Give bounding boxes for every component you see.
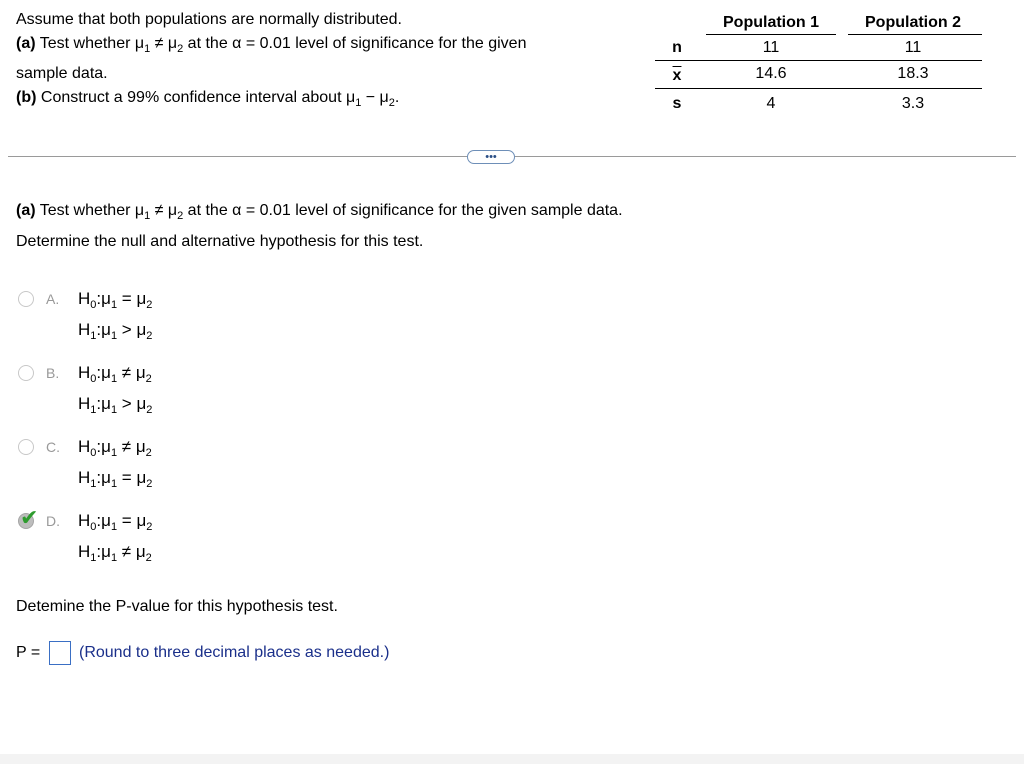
part-a-text: Test whether μ [39,202,145,219]
intro-line-1: Assume that both populations are normally distributed. [16,11,402,28]
option-letter: C. [46,439,60,455]
table-cell: 4 [766,95,776,112]
table-cell: 3.3 [901,95,925,112]
relation: ≠ [117,437,136,456]
relation: = [117,289,137,308]
part-a-neq: ≠ μ [150,202,178,219]
intro-a-tail: at the α = 0.01 level of significance for the given [183,35,527,52]
pvalue-input[interactable] [49,641,71,665]
radio-b[interactable] [18,365,34,381]
option-b-h1: $H_1:\mu_1 > \mu_2$ [78,394,153,416]
table-cell: 11 [904,39,922,56]
table-rule [706,34,836,35]
hypothesis-instruction: Determine the null and alternative hypothesis for this test. [16,233,424,250]
table-row-label-s: s [672,95,682,112]
table-cell: 18.3 [897,65,929,82]
relation: > [117,320,137,339]
relation: = [117,511,137,530]
sub: 2 [388,97,395,109]
sub: 2 [177,43,184,55]
radio-a[interactable] [18,291,34,307]
option-d-h0: $H_0:\mu_1 = \mu_2$ [78,511,153,533]
part-a-tail: at the α = 0.01 level of significance for the given sample data. [183,202,623,219]
radio-c[interactable] [18,439,34,455]
intro-a-neq: ≠ μ [150,35,178,52]
intro-b-text: Construct a 99% confidence interval about μ [40,89,356,106]
option-a-h1: $H_1:\mu_1 > \mu_2$ [78,320,153,342]
intro-b-minus: − μ [361,89,389,106]
sub: 1 [144,43,151,55]
table-row-label-n: n [672,39,682,56]
rounding-hint: (Round to three decimal places as needed.) [79,644,390,661]
table-header-pop2: Population 2 [865,14,961,31]
intro-b-end: . [394,89,400,106]
option-a-h0: $H_0:\mu_1 = \mu_2$ [78,289,153,311]
option-letter: D. [46,513,60,529]
table-rule [655,88,982,89]
footer-bar [0,754,1024,764]
pvalue-label: P = [16,644,41,661]
checkmark-icon: ✔ [20,505,39,530]
option-b-h0: $H_0:\mu_1 \ne \mu_2$ [78,363,152,385]
sub: 1 [144,210,151,222]
more-button[interactable]: ••• [467,150,515,164]
option-d-h1: $H_1:\mu_1 \ne \mu_2$ [78,542,152,564]
table-cell: 14.6 [755,65,787,82]
sub: 2 [177,210,184,222]
part-a-label: (a) [16,202,36,219]
relation: > [117,394,137,413]
table-rule [848,34,982,35]
question-part-a [16,201,623,222]
intro-a-text: Test whether μ [39,35,145,52]
option-c-h0: $H_0:\mu_1 \ne \mu_2$ [78,437,152,459]
intro-part-a [16,34,526,55]
pvalue-instruction: Detemine the P-value for this hypothesis test. [16,598,338,615]
option-c-h1: $H_1:\mu_1 = \mu_2$ [78,468,153,490]
table-header-pop1: Population 1 [723,14,819,31]
relation: = [117,468,137,487]
option-letter: A. [46,291,60,307]
sub: 1 [355,97,362,109]
table-rule [655,60,982,61]
intro-a-label: (a) [16,35,36,52]
intro-part-b [16,88,399,109]
option-letter: B. [46,365,60,381]
table-cell: 11 [762,39,780,56]
intro-line-3: sample data. [16,65,108,82]
relation: ≠ [117,363,136,382]
relation: ≠ [117,542,136,561]
intro-b-label: (b) [16,89,37,106]
table-row-label-xbar: $\overline{x}$ [672,67,682,84]
